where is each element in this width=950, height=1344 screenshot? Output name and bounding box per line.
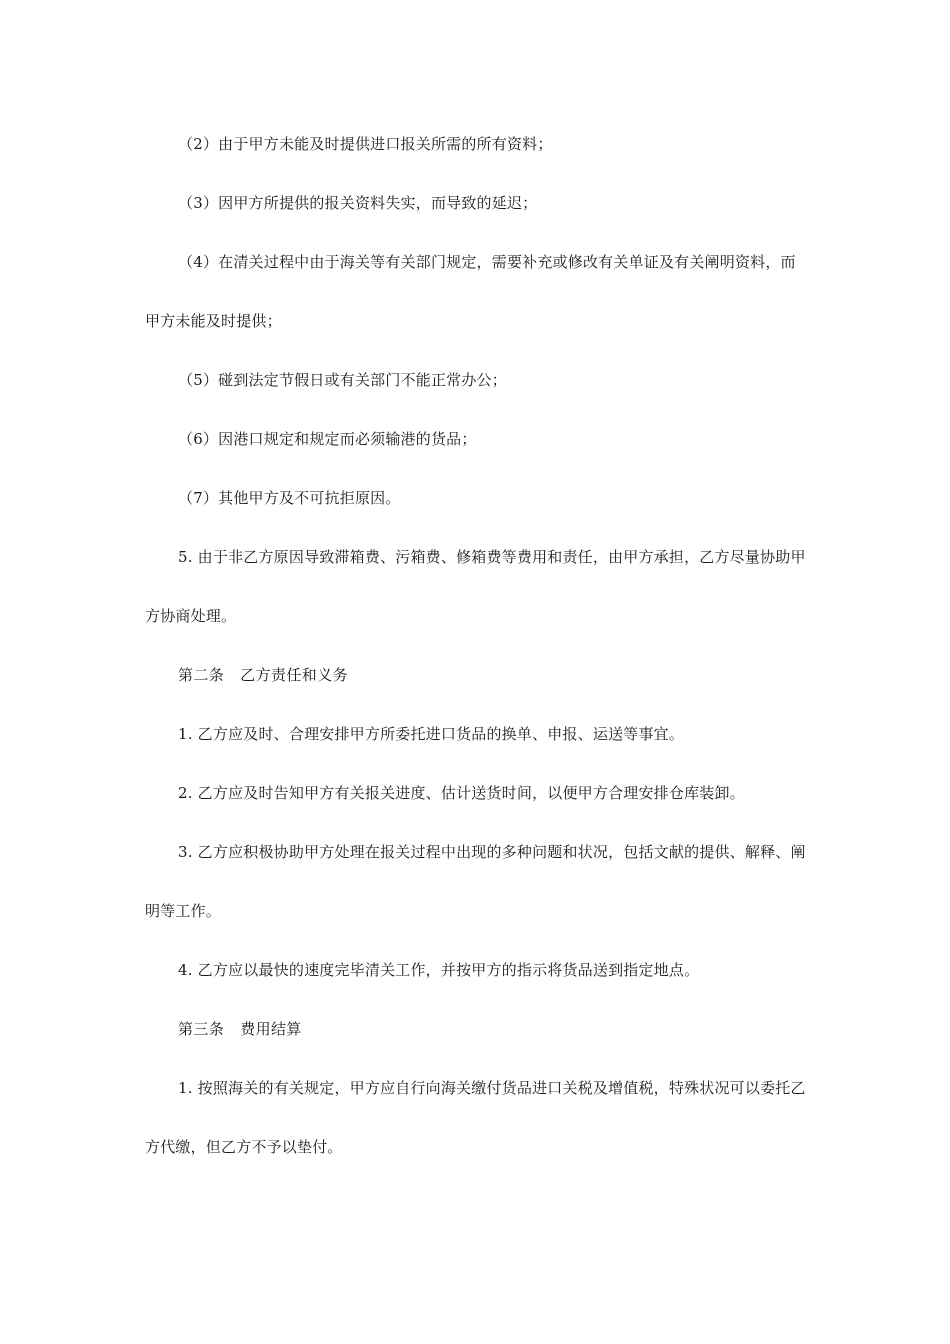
article-2-heading [145,646,810,705]
list-item-4: （4）在清关过程中由于海关等有关部门规定，需要补充或修改有关单证及有关阐明资料，而甲方未能及时提供； [145,253,796,330]
article-3-heading [145,1000,810,1059]
article-3-title: 费用结算 [240,1020,302,1038]
list-item-2: （2）由于甲方未能及时提供进口报关所需的所有资料； [178,135,553,153]
article-2-number: 第二条 [178,666,225,684]
list-item-7: （7）其他甲方及不可抗拒原因。 [178,489,401,507]
article-3-clause-1: 1. 按照海关的有关规定，甲方应自行向海关缴付货品进口关税及增值税，特殊状况可以委托乙方代缴，但乙方不予以垫付。 [145,1079,806,1156]
article-2-title: 乙方责任和义务 [240,666,349,684]
document-body [145,115,810,1177]
list-item-6: （6）因港口规定和规定而必须输港的货品； [178,430,477,448]
article-2-clause-1: 1. 乙方应及时、合理安排甲方所委托进口货品的换单、申报、运送等事宜。 [178,725,685,743]
article-2-clause-4: 4. 乙方应以最快的速度完毕清关工作，并按甲方的指示将货品送到指定地点。 [178,961,700,979]
article-2-clause-2: 2. 乙方应及时告知甲方有关报关进度、估计送货时间，以便甲方合理安排仓库装卸。 [178,784,745,802]
list-item-5: （5）碰到法定节假日或有关部门不能正常办公； [178,371,507,389]
article-2-clause-3: 3. 乙方应积极协助甲方处理在报关过程中出现的多种问题和状况，包括文献的提供、解释、阐明等工作。 [145,843,806,920]
list-item-3: （3）因甲方所提供的报关资料失实，而导致的延迟； [178,194,538,212]
article-3-number: 第三条 [178,1020,225,1038]
clause-5: 5. 由于非乙方原因导致滞箱费、污箱费、修箱费等费用和责任，由甲方承担，乙方尽量协助甲方协商处理。 [145,548,806,625]
